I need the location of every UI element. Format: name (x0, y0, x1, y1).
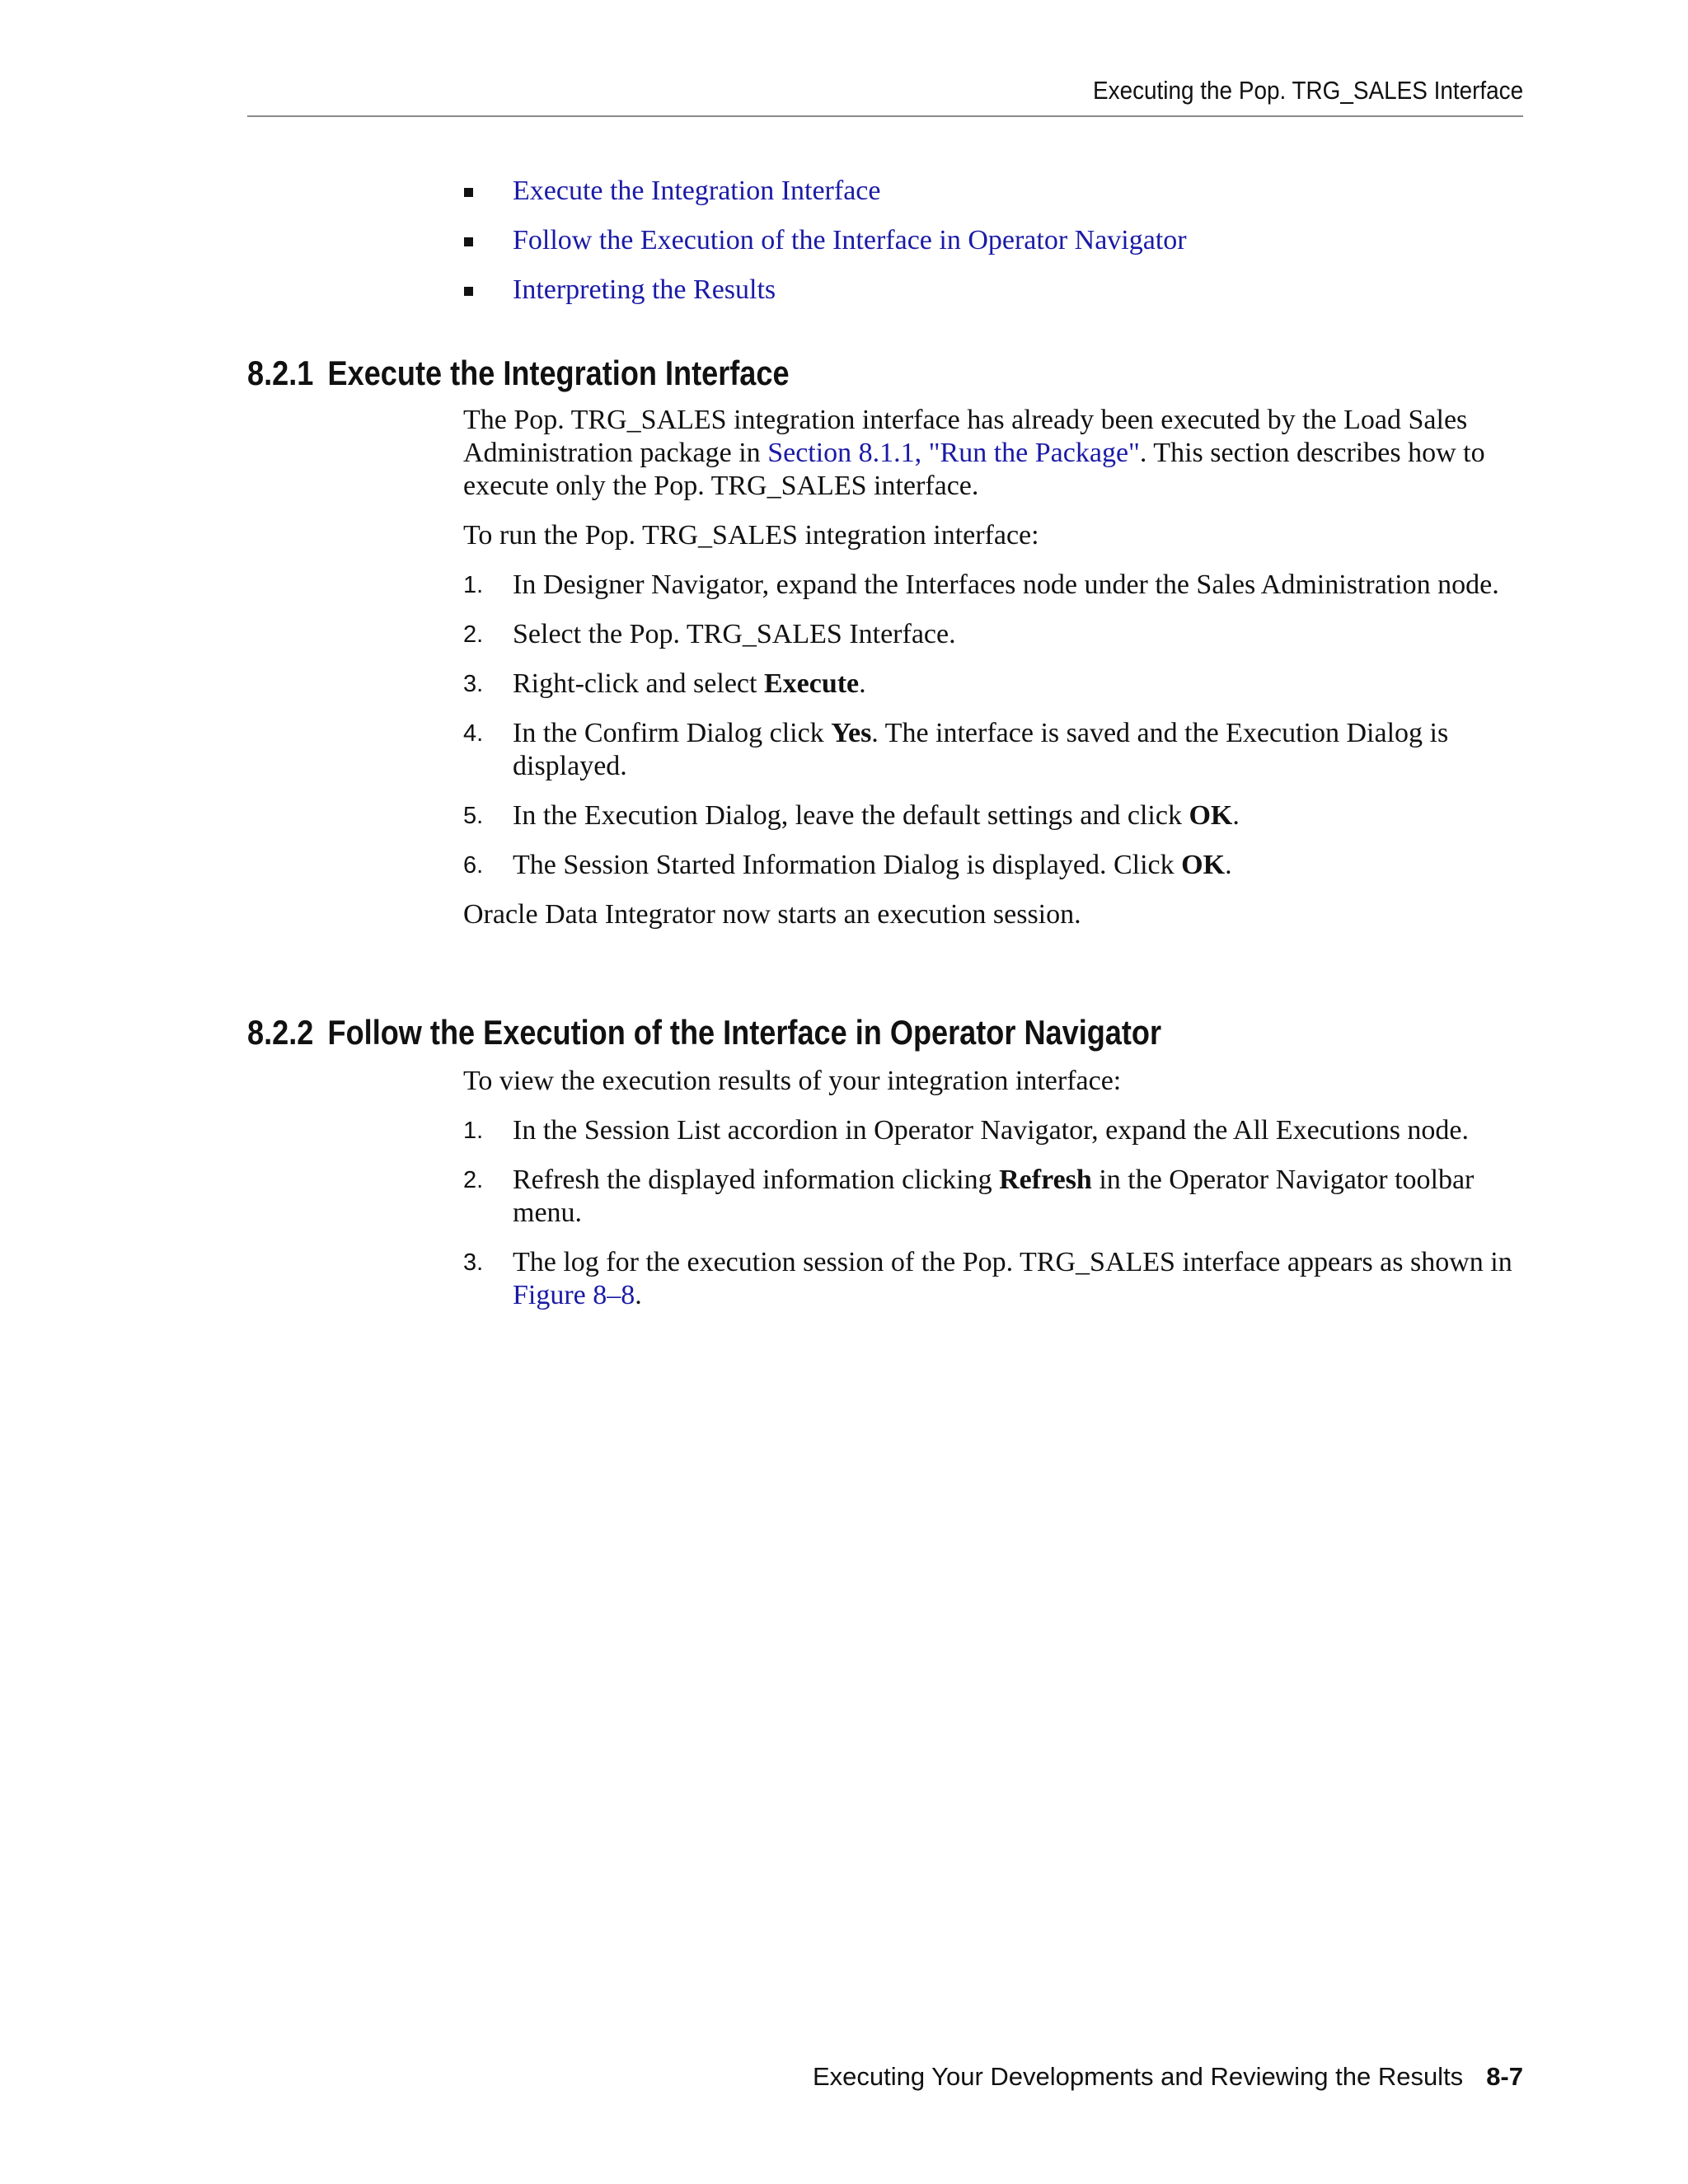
step-bold-term: OK (1181, 850, 1226, 880)
section-8-1-1-link[interactable]: Section 8.1.1, "Run the Package" (767, 438, 1140, 468)
step-bold-term: Yes (831, 718, 872, 748)
list-item (463, 569, 1526, 602)
section-number: 8.2.2 (247, 1013, 314, 1052)
header-divider (247, 115, 1523, 117)
step-text-end: . (1232, 800, 1240, 831)
section-heading-8-2-2 (247, 1012, 1161, 1053)
section-body-8-2-2 (463, 1065, 1526, 1329)
toc-item (462, 269, 1187, 318)
section-title: Execute the Integration Interface (327, 354, 790, 392)
section-body-8-2-1 (463, 404, 1526, 948)
toc-item (462, 170, 1187, 219)
step-text-end: . (635, 1280, 642, 1310)
footer-title: Executing Your Developments and Reviewing the Results (812, 2062, 1464, 2091)
lead-paragraph: To run the Pop. TRG_SALES integration interface: (463, 520, 1039, 551)
list-item (463, 668, 1526, 701)
step-text: Refresh the displayed information clicking (513, 1165, 1000, 1195)
bullet-icon (464, 237, 473, 246)
bullet-icon (464, 287, 473, 296)
running-footer (813, 2062, 1523, 2092)
bullet-icon (464, 188, 473, 197)
list-item (463, 799, 1526, 832)
section-toc (462, 170, 1187, 318)
step-text-end: . The interface is saved and the Execution Dialog is displayed. (513, 718, 1449, 781)
step-text: Right-click and select (513, 668, 764, 699)
section-heading-8-2-1 (247, 353, 790, 394)
list-item (463, 717, 1526, 783)
step-text-end: . (859, 668, 866, 699)
step-bold-term: Execute (763, 668, 860, 699)
section-title: Follow the Execution of the Interface in Operator Navigator (327, 1013, 1162, 1052)
step-number: 2. (463, 1167, 484, 1193)
step-number: 3. (463, 671, 484, 697)
step-number: 2. (463, 621, 484, 648)
step-text: The log for the execution session of the Pop. TRG_SALES interface appears as shown in (513, 1247, 1512, 1277)
step-text: The Session Started Information Dialog is displayed. Click (513, 850, 1182, 880)
step-text: In the Session List accordion in Operator Navigator, expand the All Executions node. (513, 1115, 1470, 1146)
toc-link-execute-interface[interactable]: Execute the Integration Interface (513, 176, 881, 206)
toc-link-interpreting-results[interactable]: Interpreting the Results (513, 274, 776, 305)
step-text: Select the Pop. TRG_SALES Interface. (513, 619, 956, 649)
operator-steps-list (463, 1114, 1526, 1312)
step-text: In Designer Navigator, expand the Interfaces node under the Sales Administration node. (513, 569, 1499, 600)
list-item (463, 1114, 1526, 1147)
intro-paragraph (463, 404, 1526, 503)
list-item (463, 618, 1526, 651)
list-item (463, 849, 1526, 882)
step-number: 4. (463, 720, 484, 747)
step-number: 5. (463, 803, 484, 829)
toc-item (462, 219, 1187, 269)
step-number: 6. (463, 852, 484, 879)
figure-8-8-link[interactable]: Figure 8–8 (513, 1280, 635, 1310)
step-number: 1. (463, 572, 484, 598)
step-text-end: in the Operator Navigator toolbar menu. (513, 1165, 1475, 1228)
step-text: In the Execution Dialog, leave the default settings and click (513, 800, 1189, 831)
lead-paragraph: To view the execution results of your integration interface: (463, 1066, 1122, 1096)
step-number: 3. (463, 1249, 484, 1276)
step-text: In the Confirm Dialog click (513, 718, 832, 748)
intro-text: The Pop. TRG_SALES integration interface has already been executed by the Load Sales Administration package in (463, 405, 1468, 468)
step-number: 1. (463, 1118, 484, 1144)
list-item (463, 1246, 1526, 1312)
step-text-end: . (1225, 850, 1232, 880)
step-bold-term: OK (1189, 800, 1233, 831)
running-header: Executing the Pop. TRG_SALES Interface (1092, 76, 1523, 105)
step-bold-term: Refresh (999, 1165, 1092, 1195)
closing-paragraph: Oracle Data Integrator now starts an execution session. (463, 899, 1081, 930)
intro-text-end: . This section describes how to execute only the Pop. TRG_SALES interface. (463, 438, 1485, 501)
toc-link-follow-execution[interactable]: Follow the Execution of the Interface in Operator Navigator (513, 225, 1187, 255)
list-item (463, 1164, 1526, 1230)
section-number: 8.2.1 (247, 354, 314, 392)
execute-steps-list (463, 569, 1526, 882)
page-number: 8-7 (1486, 2062, 1523, 2091)
